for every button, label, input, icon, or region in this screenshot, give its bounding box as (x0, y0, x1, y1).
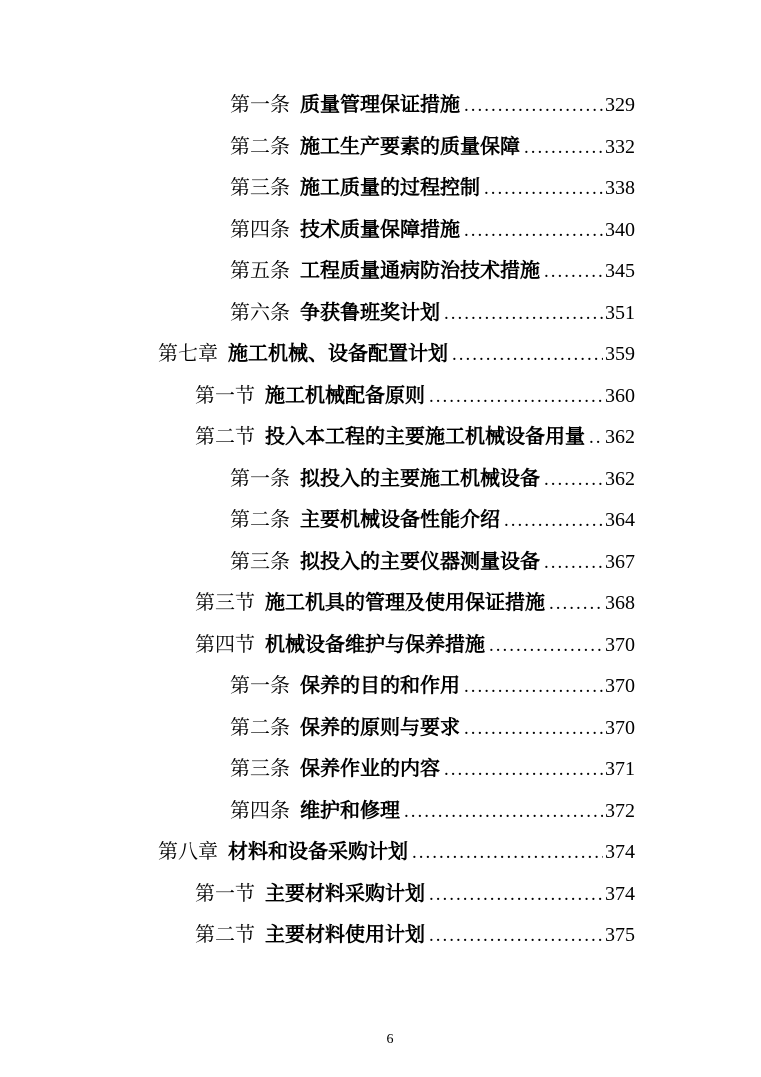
toc-entry-title: 拟投入的主要施工机械设备 (300, 467, 540, 490)
toc-entry-label: 第三条 (230, 177, 290, 199)
toc-entry-article[interactable] (0, 791, 635, 833)
toc-leader-dots (544, 459, 603, 501)
toc-entry-section[interactable] (0, 874, 635, 916)
toc-entry-page: 374 (605, 841, 635, 863)
toc-entry-section[interactable] (0, 625, 635, 667)
table-of-contents (0, 85, 635, 957)
toc-leader-dots (464, 708, 603, 750)
toc-entry-page: 329 (605, 94, 635, 116)
toc-entry-page: 345 (605, 260, 635, 282)
toc-entry-page: 332 (605, 135, 635, 158)
toc-entry-label: 第三条 (230, 758, 290, 780)
toc-entry-label: 第二节 (195, 924, 255, 946)
toc-entry-title: 施工生产要素的质量保障 (300, 135, 520, 158)
toc-entry-page: 338 (605, 177, 635, 199)
toc-leader-dots (429, 874, 603, 916)
toc-entry-title: 保养作业的内容 (300, 758, 440, 780)
toc-entry-page: 359 (605, 343, 635, 365)
toc-entry-label: 第二节 (195, 426, 255, 448)
toc-entry-title: 主要机械设备性能介绍 (300, 509, 500, 531)
toc-entry-page: 372 (605, 799, 635, 822)
toc-leader-dots (429, 915, 603, 957)
toc-entry-page: 370 (605, 716, 635, 739)
toc-leader-dots (544, 251, 603, 293)
toc-entry-label: 第一条 (230, 467, 290, 490)
toc-entry-section[interactable] (0, 583, 635, 625)
toc-entry-label: 第七章 (158, 343, 218, 365)
toc-entry-title: 施工机械、设备配置计划 (228, 343, 448, 365)
toc-entry-page: 371 (605, 758, 635, 780)
toc-entry-title: 工程质量通病防治技术措施 (300, 260, 540, 282)
toc-entry-page: 368 (605, 592, 635, 614)
toc-entry-title: 主要材料采购计划 (265, 882, 425, 905)
toc-entry-page: 367 (605, 550, 635, 573)
toc-entry-title: 争获鲁班奖计划 (300, 301, 440, 324)
toc-leader-dots (504, 500, 603, 542)
toc-entry-page: 364 (605, 509, 635, 531)
toc-entry-title: 质量管理保证措施 (300, 94, 460, 116)
toc-entry-title: 主要材料使用计划 (265, 924, 425, 946)
toc-entry-article[interactable] (0, 168, 635, 210)
toc-entry-title: 拟投入的主要仪器测量设备 (300, 550, 540, 573)
toc-entry-title: 保养的目的和作用 (300, 675, 460, 697)
toc-entry-title: 技术质量保障措施 (300, 218, 460, 241)
toc-entry-section[interactable] (0, 915, 635, 957)
toc-entry-title: 投入本工程的主要施工机械设备用量 (265, 426, 585, 448)
toc-entry-label: 第四条 (230, 218, 290, 241)
toc-entry-article[interactable] (0, 749, 635, 791)
toc-entry-label: 第一条 (230, 675, 290, 697)
toc-leader-dots (489, 625, 603, 667)
toc-entry-page: 362 (605, 467, 635, 490)
toc-entry-section[interactable] (0, 417, 635, 459)
toc-leader-dots (524, 127, 603, 169)
toc-entry-chapter[interactable] (0, 334, 635, 376)
toc-leader-dots (412, 832, 603, 874)
toc-entry-title: 机械设备维护与保养措施 (265, 633, 485, 656)
toc-entry-article[interactable] (0, 459, 635, 501)
toc-entry-title: 施工机械配备原则 (265, 384, 425, 407)
toc-entry-label: 第四节 (195, 633, 255, 656)
toc-leader-dots (464, 85, 603, 127)
toc-leader-dots (464, 666, 603, 708)
toc-leader-dots (404, 791, 603, 833)
toc-leader-dots (452, 334, 603, 376)
toc-entry-page: 375 (605, 924, 635, 946)
toc-entry-page: 362 (605, 426, 635, 448)
toc-entry-article[interactable] (0, 127, 635, 169)
toc-entry-article[interactable] (0, 666, 635, 708)
toc-entry-article[interactable] (0, 85, 635, 127)
toc-entry-chapter[interactable] (0, 832, 635, 874)
toc-entry-label: 第一节 (195, 882, 255, 905)
toc-entry-title: 施工机具的管理及使用保证措施 (265, 592, 545, 614)
toc-entry-label: 第二条 (230, 716, 290, 739)
toc-entry-article[interactable] (0, 500, 635, 542)
toc-leader-dots (429, 376, 603, 418)
page-number: 6 (386, 1032, 394, 1047)
toc-leader-dots (464, 210, 603, 252)
toc-entry-label: 第三节 (195, 592, 255, 614)
toc-entry-label: 第二条 (230, 509, 290, 531)
toc-entry-label: 第二条 (230, 135, 290, 158)
toc-entry-article[interactable] (0, 708, 635, 750)
toc-entry-label: 第一条 (230, 94, 290, 116)
toc-leader-dots (444, 749, 603, 791)
toc-entry-article[interactable] (0, 542, 635, 584)
toc-entry-title: 维护和修理 (300, 799, 400, 822)
toc-leader-dots (589, 417, 603, 459)
toc-entry-article[interactable] (0, 210, 635, 252)
toc-entry-label: 第四条 (230, 799, 290, 822)
toc-entry-page: 340 (605, 218, 635, 241)
toc-leader-dots (484, 168, 603, 210)
toc-entry-title: 施工质量的过程控制 (300, 177, 480, 199)
toc-entry-page: 360 (605, 384, 635, 407)
toc-entry-label: 第八章 (158, 841, 218, 863)
toc-entry-page: 351 (605, 301, 635, 324)
toc-entry-label: 第五条 (230, 260, 290, 282)
toc-entry-title: 保养的原则与要求 (300, 716, 460, 739)
toc-entry-article[interactable] (0, 293, 635, 335)
toc-leader-dots (544, 542, 603, 584)
toc-entry-label: 第六条 (230, 301, 290, 324)
toc-entry-label: 第三条 (230, 550, 290, 573)
toc-entry-page: 374 (605, 882, 635, 905)
toc-leader-dots (549, 583, 603, 625)
toc-entry-section[interactable] (0, 376, 635, 418)
toc-entry-article[interactable] (0, 251, 635, 293)
toc-entry-title: 材料和设备采购计划 (228, 841, 408, 863)
toc-leader-dots (444, 293, 603, 335)
toc-entry-page: 370 (605, 633, 635, 656)
toc-entry-label: 第一节 (195, 384, 255, 407)
toc-entry-page: 370 (605, 675, 635, 697)
